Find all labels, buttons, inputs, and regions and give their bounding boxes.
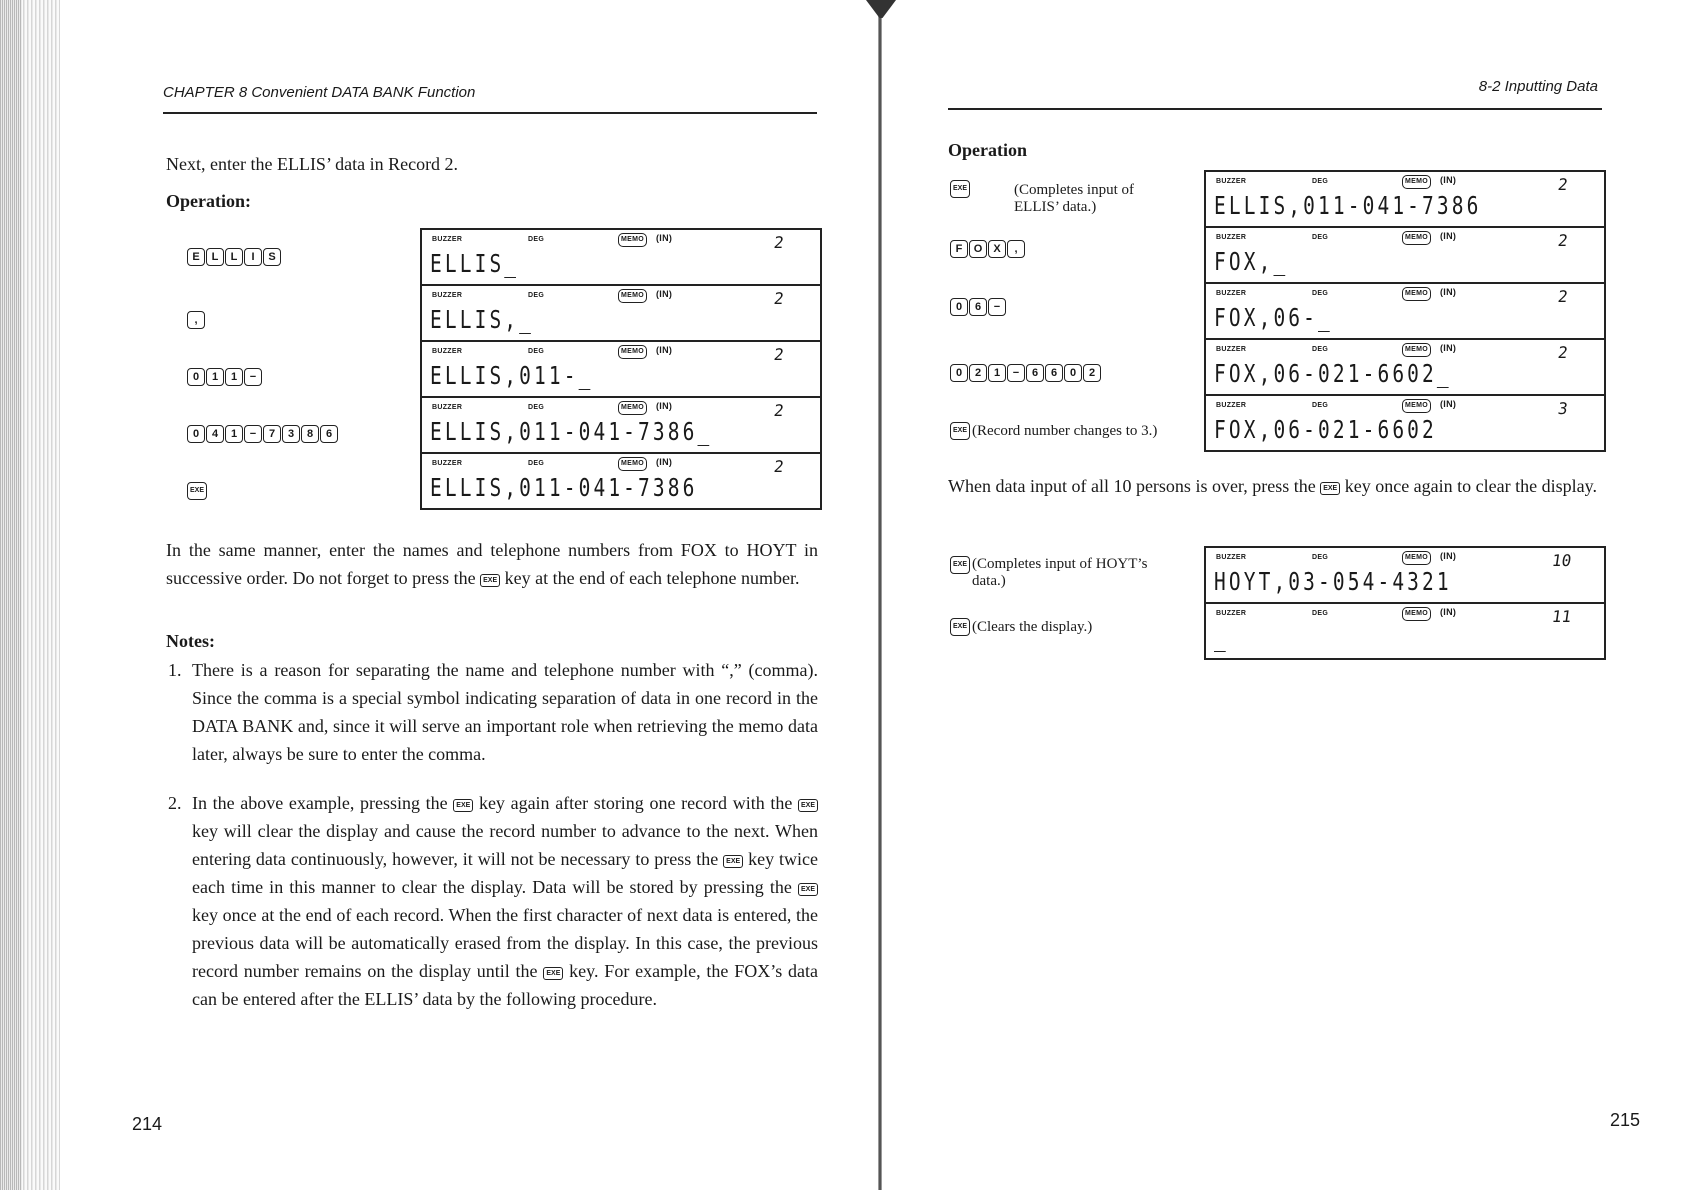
operation-heading: Operation: bbox=[166, 191, 251, 211]
inline-exe-key: EXE bbox=[453, 799, 473, 812]
key-sequence-exe bbox=[187, 482, 207, 500]
para-text: In the above example, pressing the bbox=[192, 793, 454, 813]
lcd-text: ELLIS,011-041-7386 bbox=[430, 473, 698, 502]
inline-exe-key: EXE bbox=[798, 799, 818, 812]
lcd-buzzer: BUZZER bbox=[432, 404, 463, 411]
key-sequence-exe bbox=[950, 180, 970, 198]
lcd-text: ELLIS,_ bbox=[430, 305, 535, 334]
key-exe: EXE bbox=[950, 556, 970, 574]
key-comma: , bbox=[1007, 240, 1025, 258]
key-digit: 1 bbox=[225, 425, 243, 443]
lcd-memo: MEMO bbox=[1402, 343, 1431, 357]
key-i: I bbox=[244, 248, 262, 266]
lcd-display bbox=[422, 230, 820, 286]
key-digit: 0 bbox=[1064, 364, 1082, 382]
key-sequence-011 bbox=[187, 368, 262, 386]
lcd-text: _ bbox=[1214, 623, 1229, 652]
lcd-in: (IN) bbox=[656, 233, 673, 243]
right-page bbox=[880, 0, 1684, 1190]
key-digit: 6 bbox=[320, 425, 338, 443]
key-minus: − bbox=[1007, 364, 1025, 382]
lcd-in: (IN) bbox=[1440, 231, 1457, 241]
lcd-record-number: 2 bbox=[772, 345, 785, 364]
lcd-display-stack-final bbox=[1204, 546, 1606, 660]
lcd-display bbox=[422, 398, 820, 454]
lcd-memo: MEMO bbox=[1402, 231, 1431, 245]
para-text: key at the end of each telephone number. bbox=[500, 568, 800, 588]
lcd-deg: DEG bbox=[528, 292, 545, 299]
key-exe: EXE bbox=[950, 618, 970, 636]
lcd-record-number: 2 bbox=[1556, 287, 1569, 306]
lcd-buzzer: BUZZER bbox=[1216, 402, 1247, 409]
lcd-deg: DEG bbox=[528, 460, 545, 467]
lcd-text: ELLIS,011-041-7386 bbox=[1214, 191, 1482, 220]
key-o: O bbox=[969, 240, 987, 258]
key-digit: 0 bbox=[187, 368, 205, 386]
key-digit: 3 bbox=[282, 425, 300, 443]
key-f: F bbox=[950, 240, 968, 258]
key-exe: EXE bbox=[950, 422, 970, 440]
page-edge-shading-dark bbox=[0, 0, 22, 1190]
lcd-in: (IN) bbox=[656, 289, 673, 299]
lcd-in: (IN) bbox=[1440, 287, 1457, 297]
right-header: 8-2 Inputting Data bbox=[1478, 78, 1598, 95]
inline-exe-key: EXE bbox=[798, 883, 818, 896]
key-digit: 0 bbox=[950, 364, 968, 382]
lcd-deg: DEG bbox=[528, 404, 545, 411]
lcd-display bbox=[1206, 284, 1604, 340]
left-page-number: 214 bbox=[132, 1114, 163, 1134]
lcd-buzzer: BUZZER bbox=[1216, 290, 1247, 297]
key-e: E bbox=[187, 248, 205, 266]
inline-exe-key: EXE bbox=[723, 855, 743, 868]
lcd-text: FOX,06-021-6602_ bbox=[1214, 359, 1452, 388]
op-description: (Record number changes to 3.) bbox=[972, 423, 1158, 439]
key-sequence-041-7386 bbox=[187, 425, 338, 443]
lcd-text: FOX,_ bbox=[1214, 247, 1289, 276]
key-digit: 1 bbox=[206, 368, 224, 386]
lcd-deg: DEG bbox=[1312, 234, 1329, 241]
lcd-deg: DEG bbox=[1312, 178, 1329, 185]
key-digit: 1 bbox=[225, 368, 243, 386]
lcd-memo: MEMO bbox=[1402, 175, 1431, 189]
lcd-record-number: 2 bbox=[1556, 231, 1569, 250]
lcd-record-number: 10 bbox=[1550, 551, 1573, 570]
lcd-record-number: 2 bbox=[1556, 343, 1569, 362]
lcd-in: (IN) bbox=[1440, 343, 1457, 353]
note-1-number: 1. bbox=[168, 660, 182, 680]
key-sequence-exe bbox=[950, 618, 970, 636]
key-sequence-exe bbox=[950, 556, 970, 574]
when-data-input-paragraph bbox=[948, 472, 1602, 500]
left-header: CHAPTER 8 Convenient DATA BANK Function bbox=[163, 84, 476, 101]
key-digit: 2 bbox=[969, 364, 987, 382]
same-manner-paragraph bbox=[166, 536, 818, 592]
key-exe: EXE bbox=[950, 180, 970, 198]
lcd-display bbox=[1206, 604, 1604, 658]
lcd-in: (IN) bbox=[1440, 551, 1457, 561]
key-x: X bbox=[988, 240, 1006, 258]
lcd-display bbox=[422, 342, 820, 398]
lcd-display bbox=[1206, 228, 1604, 284]
key-digit: 6 bbox=[1026, 364, 1044, 382]
lcd-buzzer: BUZZER bbox=[1216, 554, 1247, 561]
lcd-memo: MEMO bbox=[618, 401, 647, 415]
inline-exe-key: EXE bbox=[543, 967, 563, 980]
lcd-text: ELLIS_ bbox=[430, 249, 520, 278]
key-minus: − bbox=[244, 425, 262, 443]
key-digit: 6 bbox=[969, 298, 987, 316]
op-description: (Completes input of ELLIS’ data.) bbox=[1014, 182, 1134, 215]
lcd-buzzer: BUZZER bbox=[1216, 234, 1247, 241]
lcd-display bbox=[1206, 172, 1604, 228]
key-sequence-comma bbox=[187, 311, 205, 329]
right-operation-heading: Operation bbox=[948, 140, 1027, 160]
lcd-deg: DEG bbox=[1312, 554, 1329, 561]
key-digit: 0 bbox=[950, 298, 968, 316]
lcd-record-number: 2 bbox=[772, 289, 785, 308]
lcd-record-number: 3 bbox=[1556, 399, 1569, 418]
note-2-number: 2. bbox=[168, 793, 182, 813]
inline-exe-key: EXE bbox=[1320, 482, 1340, 495]
lcd-display-stack-left bbox=[420, 228, 822, 510]
para-text: When data input of all 10 persons is over, press the bbox=[948, 476, 1321, 496]
op-description: (Completes input of HOYT’s data.) bbox=[972, 556, 1148, 589]
lcd-memo: MEMO bbox=[1402, 551, 1431, 565]
key-l: L bbox=[206, 248, 224, 266]
lcd-display bbox=[422, 286, 820, 342]
lcd-deg: DEG bbox=[528, 236, 545, 243]
lcd-buzzer: BUZZER bbox=[432, 236, 463, 243]
lcd-display bbox=[422, 454, 820, 510]
lcd-display bbox=[1206, 548, 1604, 604]
key-sequence-ellis bbox=[187, 248, 281, 266]
lcd-memo: MEMO bbox=[618, 345, 647, 359]
para-text: key once at the end of each record. When the first character of next data is entered, the previous data will be automatically erased from the display. In this case, the previous record number remains on the display until the bbox=[192, 905, 818, 981]
lcd-deg: DEG bbox=[1312, 346, 1329, 353]
key-digit: 1 bbox=[988, 364, 1006, 382]
key-sequence-06 bbox=[950, 298, 1006, 316]
para-text: key twice each time in this manner to clear the display. Data will be stored by pressing the bbox=[192, 849, 819, 897]
key-sequence-exe bbox=[950, 422, 970, 440]
lcd-in: (IN) bbox=[656, 457, 673, 467]
lcd-deg: DEG bbox=[528, 348, 545, 355]
para-text: key. For example, the FOX’s data can be entered after the ELLIS’ data by the following procedure. bbox=[192, 961, 818, 1009]
lcd-deg: DEG bbox=[1312, 610, 1329, 617]
lcd-memo: MEMO bbox=[618, 233, 647, 247]
lcd-record-number: 2 bbox=[1556, 175, 1569, 194]
key-minus: − bbox=[988, 298, 1006, 316]
key-digit: 0 bbox=[187, 425, 205, 443]
para-text: key again after storing one record with the bbox=[473, 793, 798, 813]
note-2-text bbox=[192, 789, 818, 1013]
key-digit: 7 bbox=[263, 425, 281, 443]
inline-exe-key: EXE bbox=[480, 574, 500, 587]
lcd-memo: MEMO bbox=[618, 289, 647, 303]
lcd-memo: MEMO bbox=[618, 457, 647, 471]
lcd-deg: DEG bbox=[1312, 290, 1329, 297]
lcd-display bbox=[1206, 396, 1604, 452]
lcd-text: FOX,06-021-6602 bbox=[1214, 415, 1437, 444]
left-header-rule bbox=[163, 112, 817, 114]
key-digit: 2 bbox=[1083, 364, 1101, 382]
lcd-text: ELLIS,011-041-7386_ bbox=[430, 417, 713, 446]
lcd-in: (IN) bbox=[656, 345, 673, 355]
lcd-in: (IN) bbox=[1440, 607, 1457, 617]
para-text: In the same manner, enter the names and telephone numbers from FOX to HOYT in successive order. Do not forget to press the bbox=[166, 540, 818, 588]
lcd-buzzer: BUZZER bbox=[432, 348, 463, 355]
key-minus: − bbox=[244, 368, 262, 386]
intro-text: Next, enter the ELLIS’ data in Record 2. bbox=[166, 154, 459, 174]
para-text: key will clear the display and cause the record number to advance to the next. When entering data continuously, however, it will not be necessary to press the bbox=[192, 821, 818, 869]
op-description: (Clears the display.) bbox=[972, 619, 1093, 635]
lcd-display-stack-right bbox=[1204, 170, 1606, 452]
lcd-memo: MEMO bbox=[1402, 607, 1431, 621]
key-digit: 6 bbox=[1045, 364, 1063, 382]
lcd-display bbox=[1206, 340, 1604, 396]
notes-heading: Notes: bbox=[166, 631, 215, 651]
key-digit: 4 bbox=[206, 425, 224, 443]
key-sequence-021-6602 bbox=[950, 364, 1101, 382]
note-1-text: There is a reason for separating the name and telephone number with “,” (comma). Since the comma is a special symbol indicating separation of data in one record in the DATA BANK and, since it will serve an important role when retrieving the memo data later, always be sure to enter the comma. bbox=[192, 660, 818, 764]
lcd-record-number: 2 bbox=[772, 233, 785, 252]
right-page-number: 215 bbox=[1610, 1110, 1641, 1130]
lcd-in: (IN) bbox=[656, 401, 673, 411]
right-header-rule bbox=[948, 108, 1602, 110]
para-text: key once again to clear the display. bbox=[1340, 476, 1597, 496]
lcd-text: ELLIS,011-_ bbox=[430, 361, 594, 390]
lcd-memo: MEMO bbox=[1402, 399, 1431, 413]
lcd-buzzer: BUZZER bbox=[432, 460, 463, 467]
key-digit: 8 bbox=[301, 425, 319, 443]
lcd-record-number: 11 bbox=[1550, 607, 1573, 626]
key-exe: EXE bbox=[187, 482, 207, 500]
lcd-text: HOYT,03-054-4321 bbox=[1214, 567, 1452, 596]
lcd-deg: DEG bbox=[1312, 402, 1329, 409]
lcd-buzzer: BUZZER bbox=[1216, 178, 1247, 185]
lcd-in: (IN) bbox=[1440, 175, 1457, 185]
lcd-record-number: 2 bbox=[772, 401, 785, 420]
lcd-record-number: 2 bbox=[772, 457, 785, 476]
lcd-text: FOX,06-_ bbox=[1214, 303, 1333, 332]
key-l: L bbox=[225, 248, 243, 266]
lcd-memo: MEMO bbox=[1402, 287, 1431, 301]
key-sequence-fox bbox=[950, 240, 1025, 258]
lcd-in: (IN) bbox=[1440, 399, 1457, 409]
lcd-buzzer: BUZZER bbox=[1216, 610, 1247, 617]
lcd-buzzer: BUZZER bbox=[1216, 346, 1247, 353]
key-s: S bbox=[263, 248, 281, 266]
key-comma: , bbox=[187, 311, 205, 329]
lcd-buzzer: BUZZER bbox=[432, 292, 463, 299]
